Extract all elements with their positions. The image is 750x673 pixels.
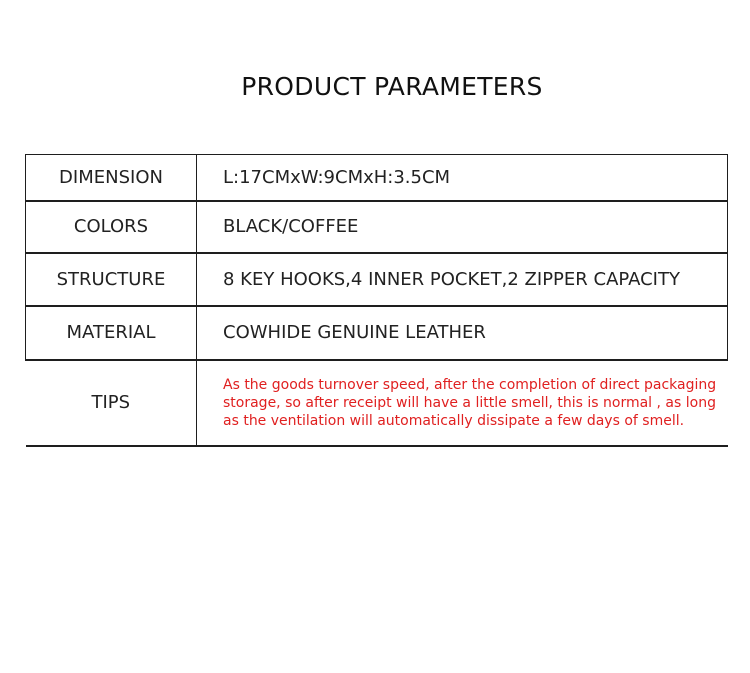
table-row-material [26,306,728,360]
row-label: STRUCTURE [26,253,197,306]
row-value: COWHIDE GENUINE LEATHER [197,306,728,360]
row-value: L:17CMxW:9CMxH:3.5CM [197,155,728,201]
table-row-dimension [26,155,728,201]
row-label: TIPS [26,360,197,446]
page-title: PRODUCT PARAMETERS [241,72,543,101]
row-value: 8 KEY HOOKS,4 INNER POCKET,2 ZIPPER CAPACITY [197,253,728,306]
row-label: COLORS [26,201,197,253]
tips-cell [197,360,728,446]
product-parameters-table [25,154,728,447]
table-row-tips [26,360,728,446]
row-label: DIMENSION [26,155,197,201]
tips-text: As the goods turnover speed, after the completion of direct packaging storage, so after receipt will have a little smell, this is normal , as long as the ventilation will automatically dissipate a few days of smell. [223,376,717,429]
row-value: BLACK/COFFEE [197,201,728,253]
table-row-structure [26,253,728,306]
row-label: MATERIAL [26,306,197,360]
table-row-colors [26,201,728,253]
